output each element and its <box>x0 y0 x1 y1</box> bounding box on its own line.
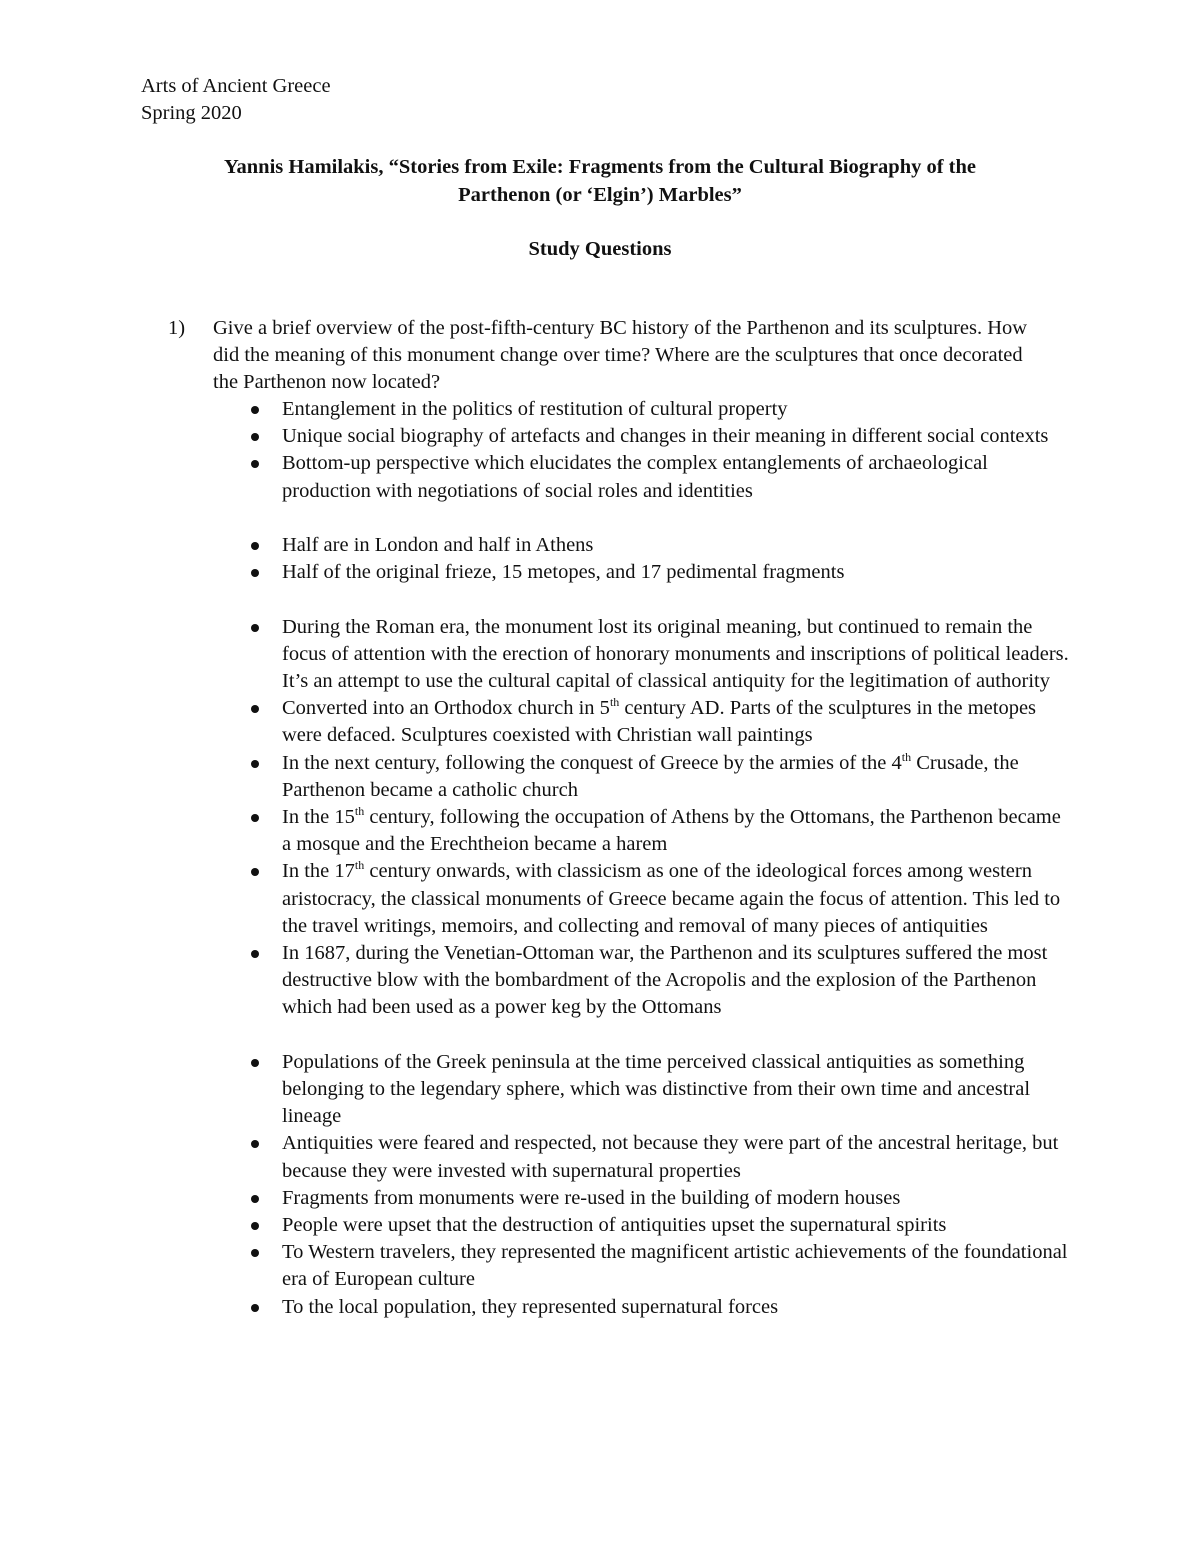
bullet-item <box>282 804 1072 858</box>
bullet-item <box>282 532 1072 559</box>
bullet-icon <box>251 1195 259 1203</box>
ordinal-suffix: th <box>354 804 365 819</box>
bullet-icon <box>251 406 259 414</box>
reading-title-line-1: Yannis Hamilakis, “Stories from Exile: Fragments from the Cultural Biography of the <box>223 156 977 178</box>
bullet-text: Entanglement in the politics of restitution of cultural property <box>282 398 788 420</box>
answer-bullet-list <box>282 396 1072 1321</box>
bullet-text: To the local population, they represented supernatural forces <box>282 1295 779 1318</box>
bullet-icon <box>251 1222 259 1230</box>
bullet-text-end: Crusade, the Parthenon became a catholic church <box>282 751 1019 801</box>
bullet-item <box>282 423 1072 450</box>
bullet-icon <box>251 433 259 441</box>
bullet-icon <box>251 760 259 768</box>
bullet-icon <box>251 814 259 822</box>
bullet-icon <box>251 1304 259 1312</box>
ordinal-suffix: th <box>901 749 912 764</box>
reading-title-line-2: Parthenon (or ‘Elgin’) Marbles” <box>458 184 742 206</box>
bullet-item <box>282 396 1072 423</box>
bullet-text-start: In the next century, following the conquest of Greece by the armies of the 4 <box>282 751 902 774</box>
bullet-text: In 1687, during the Venetian-Ottoman war, the Parthenon and its sculptures suffered the most destructive blow with the bombardment of the Acropolis and the explosion of the Parthenon which had been used as a power keg by the Ottomans <box>282 942 1048 1019</box>
bullet-text: People were upset that the destruction of antiquities upset the supernatural spirits <box>282 1214 947 1237</box>
bullet-icon <box>251 569 259 577</box>
section-heading: Study Questions <box>528 238 672 260</box>
bullet-item <box>282 559 1072 586</box>
bullet-text-end: century onwards, with classicism as one of the ideological forces among western aristocracy, the classical monuments of Greece became again the focus of attention. This led to the travel writings, memoirs, and collecting and removal of many pieces of antiquities <box>282 860 1061 937</box>
bullet-item <box>282 1212 1072 1239</box>
ordinal-suffix: th <box>609 695 620 710</box>
bullet-item <box>282 1130 1072 1184</box>
bullet-item <box>282 1239 1072 1293</box>
bullet-text: Fragments from monuments were re-used in the building of modern houses <box>282 1186 901 1209</box>
course-name: Arts of Ancient Greece <box>141 75 331 97</box>
question-number: 1) <box>168 317 186 339</box>
bullet-icon <box>251 624 259 632</box>
bullet-icon <box>251 868 259 876</box>
bullet-text-end: century AD. Parts of the sculptures in the metopes were defaced. Sculptures coexisted with Christian wall paintings <box>282 697 1037 747</box>
bullet-text: During the Roman era, the monument lost its original meaning, but continued to remain the focus of attention with the erection of honorary monuments and inscriptions of political leaders. It’s an attempt to use the cultural capital of classical antiquity for the legitimation of authority <box>282 615 1069 692</box>
bullet-text: Unique social biography of artefacts and changes in their meaning in different social contexts <box>282 425 1049 448</box>
bullet-text-start: Converted into an Orthodox church in 5 <box>282 697 610 720</box>
bullet-icon <box>251 542 259 550</box>
bullet-text: Bottom-up perspective which elucidates the complex entanglements of archaeological production with negotiations of social roles and identities <box>282 452 988 502</box>
bullet-icon <box>251 460 259 468</box>
bullet-text: Half are in London and half in Athens <box>282 534 594 556</box>
bullet-icon <box>251 950 259 958</box>
bullet-icon <box>251 1059 259 1067</box>
bullet-text: Half of the original frieze, 15 metopes, and 17 pedimental fragments <box>282 561 845 584</box>
bullet-icon <box>251 705 259 713</box>
bullet-item <box>282 1185 1072 1212</box>
bullet-item <box>282 858 1072 940</box>
bullet-item <box>282 1294 1072 1321</box>
bullet-text: To Western travelers, they represented the magnificent artistic achievements of the foundational era of European culture <box>282 1241 1068 1291</box>
course-header <box>141 73 331 127</box>
reading-title <box>120 153 1080 209</box>
bullet-icon <box>251 1249 259 1257</box>
bullet-icon <box>251 1140 259 1148</box>
bullet-item <box>282 750 1072 804</box>
bullet-text-end: century, following the occupation of Athens by the Ottomans, the Parthenon became a mosque and the Erechtheion became a harem <box>282 806 1061 856</box>
course-term: Spring 2020 <box>141 102 242 124</box>
bullet-text: Antiquities were feared and respected, not because they were part of the ancestral heritage, but because they were invested with supernatural properties <box>282 1132 1059 1182</box>
question-text: Give a brief overview of the post-fifth-century BC history of the Parthenon and its sculptures. How did the meaning of this monument change over time? Where are the sculptures that once decorated the Parthenon now located? <box>213 317 1028 394</box>
bullet-item <box>282 940 1072 1022</box>
ordinal-suffix: th <box>354 858 365 873</box>
bullet-text: Populations of the Greek peninsula at the time perceived classical antiquities as something belonging to the legendary sphere, which was distinctive from their own time and ancestral lineage <box>282 1050 1031 1128</box>
bullet-text-start: In the 17 <box>282 860 355 883</box>
bullet-item <box>282 695 1072 749</box>
bullet-item <box>282 614 1072 696</box>
bullet-item <box>282 1049 1072 1131</box>
bullet-item <box>282 450 1072 504</box>
bullet-text-start: In the 15 <box>282 806 355 829</box>
